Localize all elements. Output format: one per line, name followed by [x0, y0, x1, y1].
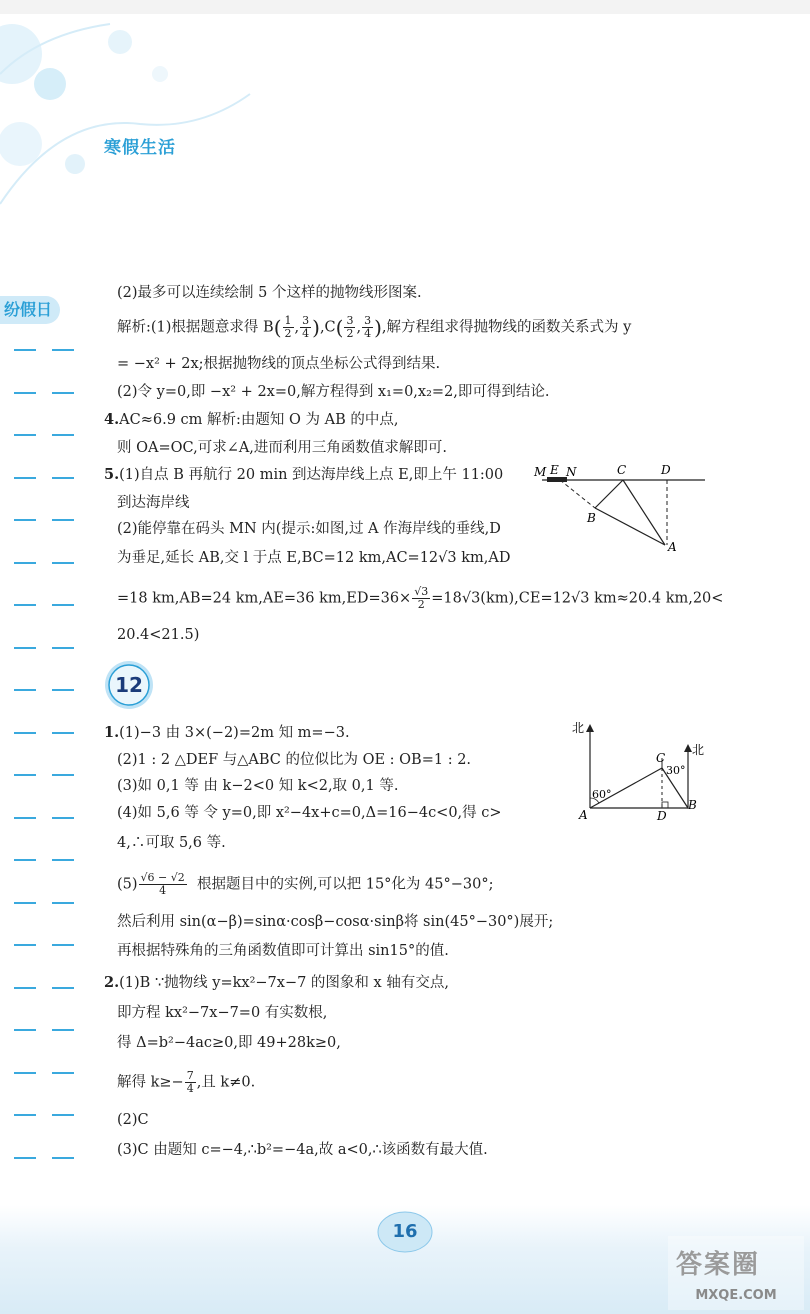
q3-part2: (2)最多可以连续绘制 5 个这样的抛物线形图案. — [117, 285, 422, 301]
q4-line2: 则 OA=OC,可求∠A,进而利用三角函数值求解即可. — [117, 440, 448, 456]
fig1-label-d: D — [661, 463, 671, 477]
section-number: 12 — [115, 673, 143, 697]
q3-line3: = −x² + 2x;根据抛物线的顶点坐标公式得到结果. — [117, 356, 441, 372]
side-dash — [52, 434, 74, 436]
side-dash — [52, 944, 74, 946]
fig2-label-d: D — [657, 809, 667, 823]
side-dash — [52, 477, 74, 479]
side-dash — [52, 562, 74, 564]
fig1-label-b: B — [587, 511, 596, 525]
side-dash — [52, 1029, 74, 1031]
side-badge: 纷假日 — [0, 296, 60, 324]
q5-line3: (2)能停靠在码头 MN 内(提示:如图,过 A 作海岸线的垂线,D — [117, 521, 501, 537]
side-dash — [52, 1157, 74, 1159]
side-dash — [52, 349, 74, 351]
s12q2-p5: (2)C — [117, 1112, 149, 1128]
side-dash — [52, 859, 74, 861]
q5-line2: 到达海岸线 — [117, 495, 190, 511]
side-dash — [14, 604, 36, 606]
watermark-chinese: 答案圈 — [676, 1250, 761, 1280]
side-dash — [14, 1114, 36, 1116]
side-dash — [52, 392, 74, 394]
side-dash — [14, 902, 36, 904]
top-bar — [0, 0, 810, 14]
fig1-label-e: E — [550, 463, 559, 477]
side-dash — [52, 774, 74, 776]
side-dash — [14, 774, 36, 776]
side-dash — [14, 859, 36, 861]
side-dash — [52, 604, 74, 606]
side-dash — [52, 732, 74, 734]
side-dash — [14, 562, 36, 564]
side-dash — [52, 1072, 74, 1074]
side-dash — [14, 519, 36, 521]
s12q2-p6: (3)C 由题知 c=−4,∴b²=−4a,故 a<0,∴该函数有最大值. — [117, 1142, 488, 1158]
q3-analysis-end: ,解方程组求得抛物线的函数关系式为 y — [381, 319, 632, 336]
side-dash — [14, 987, 36, 989]
side-dash — [14, 1072, 36, 1074]
s12q1-p6: 然后利用 sin(α−β)=sinα·cosβ−cosα·sinβ将 sin(45°−30°)展开; — [117, 914, 554, 930]
fig2-label-30deg: 30° — [666, 764, 686, 777]
s12q2-p1: 2.(1)B ∵抛物线 y=kx²−7x−7 的图象和 x 轴有交点, — [104, 974, 449, 991]
s12q1-p1: 1.(1)−3 由 3×(−2)=2m 知 m=−3. — [104, 724, 350, 741]
page-number: 16 — [392, 1221, 418, 1242]
side-dash — [14, 1029, 36, 1031]
s12q1-p2: (2)1 : 2 △DEF 与△ABC 的位似比为 OE : OB=1 : 2. — [117, 752, 472, 768]
s12q2-p3: 得 Δ=b²−4ac≥0,即 49+28k≥0, — [117, 1035, 341, 1051]
side-dash — [14, 732, 36, 734]
q3-analysis-start: 解析:(1)根据题意求得 B — [117, 319, 274, 336]
side-dash — [14, 349, 36, 351]
figure-coastline — [530, 460, 710, 555]
fig2-label-60deg: 60° — [592, 788, 612, 801]
s12q1-p7: 再根据特殊角的三角函数值即可计算出 sin15°的值. — [117, 943, 449, 959]
side-dash — [14, 1157, 36, 1159]
side-dash — [14, 477, 36, 479]
fig2-label-c: C — [656, 751, 666, 765]
fig1-label-n: N — [566, 465, 577, 479]
s12q1-p4b: 4,∴可取 5,6 等. — [117, 835, 226, 851]
s12q2-p2: 即方程 kx²−7x−7=0 有实数根, — [117, 1005, 328, 1021]
side-dash — [14, 817, 36, 819]
side-dash — [52, 689, 74, 691]
s12q1-p5: (5) $\frac{√6 - √2}{4}$ 根据题目中的实例,可以把 15°化为 45°−30°; — [117, 871, 494, 897]
q4-line1: 4.AC≈6.9 cm 解析:由题知 O 为 AB 的中点, — [104, 411, 399, 428]
side-dash — [52, 987, 74, 989]
side-dash — [14, 392, 36, 394]
fig2-label-north-2: 北 — [692, 743, 705, 757]
q5-line4: 为垂足,延长 AB,交 l 于点 E,BC=12 km,AC=12√3 km,AD — [117, 550, 511, 566]
fig2-label-north-1: 北 — [572, 721, 585, 735]
q5-line5: =18 km,AB=24 km,AE=36 km,ED=36× $\frac{√3}{2}$ =18√3(km),CE=12√3 km≈20.4 km,20< — [117, 585, 724, 611]
fig1-label-c: C — [617, 463, 627, 477]
s12q2-p4: 解得 k≥− $\frac{7}{4}$ ,且 k≠0. — [117, 1069, 256, 1095]
decorative-bubbles — [0, 14, 260, 244]
s12q1-p4: (4)如 5,6 等 令 y=0,即 x²−4x+c=0,Δ=16−4c<0,得 c> — [117, 805, 502, 821]
side-dash — [52, 647, 74, 649]
figure-bearing — [570, 718, 710, 823]
fig1-label-a: A — [668, 540, 677, 554]
fig2-label-a: A — [579, 808, 588, 822]
side-dash — [52, 1114, 74, 1116]
side-dash — [52, 902, 74, 904]
side-dash — [14, 434, 36, 436]
s12q1-p3: (3)如 0,1 等 由 k−2<0 知 k<2,取 0,1 等. — [117, 778, 399, 794]
fig1-label-m: M — [534, 465, 547, 479]
watermark-url: MXQE.COM — [695, 1288, 777, 1303]
side-dash — [14, 944, 36, 946]
header-title: 寒假生活 — [104, 138, 176, 158]
fig2-label-b: B — [688, 798, 697, 812]
q3-analysis: 解析:(1)根据题意求得 B( $\frac{1}{2}$ , $\frac{3}{4}$ ),C( $\frac{3}{2}$ , $\frac{3}{4}$ ),解方程组求得抛物线的函数关系式为 y — [117, 314, 632, 340]
side-dash — [52, 519, 74, 521]
side-dash — [14, 689, 36, 691]
side-dash — [52, 817, 74, 819]
q5-line6: 20.4<21.5) — [117, 627, 200, 643]
q5-line1: 5.(1)自点 B 再航行 20 min 到达海岸线上点 E,即上午 11:00 — [104, 466, 504, 483]
q3-line4: (2)令 y=0,即 −x² + 2x=0,解方程得到 x₁=0,x₂=2,即可得到结论. — [117, 384, 550, 400]
side-dash — [14, 647, 36, 649]
